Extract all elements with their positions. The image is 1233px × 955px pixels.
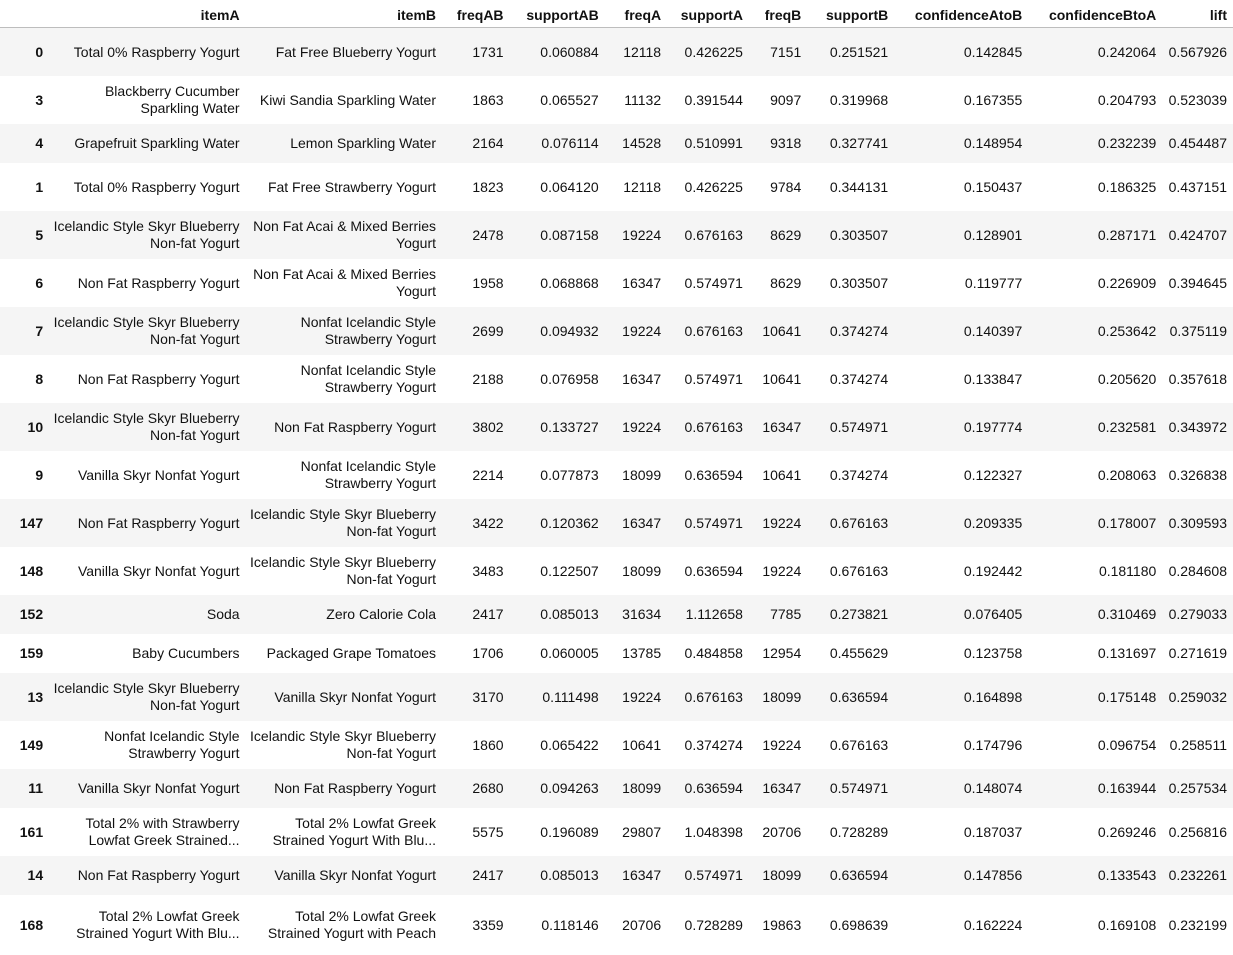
cell-supportAB: 0.094932	[510, 307, 605, 355]
cell-itemA: Total 0% Raspberry Yogurt	[49, 28, 245, 77]
cell-itemB: Non Fat Acai & Mixed Berries Yogurt	[246, 211, 442, 259]
cell-supportA: 0.391544	[667, 76, 749, 124]
cell-confidenceBtoA: 0.287171	[1028, 211, 1162, 259]
cell-confidenceBtoA: 0.169108	[1028, 895, 1162, 955]
header-confidenceAtoB: confidenceAtoB	[894, 0, 1028, 28]
header-itemB: itemB	[246, 0, 442, 28]
cell-supportB: 0.374274	[807, 355, 894, 403]
cell-itemB: Non Fat Raspberry Yogurt	[246, 769, 442, 808]
cell-supportAB: 0.065422	[510, 721, 605, 769]
header-index	[0, 0, 49, 28]
table-row	[0, 28, 1233, 77]
cell-itemB: Packaged Grape Tomatoes	[246, 634, 442, 673]
cell-freqA: 12118	[605, 28, 667, 77]
row-index: 8	[0, 355, 49, 403]
cell-supportB: 0.327741	[807, 124, 894, 163]
cell-freqA: 18099	[605, 451, 667, 499]
cell-confidenceAtoB: 0.119777	[894, 259, 1028, 307]
cell-freqA: 14528	[605, 124, 667, 163]
cell-supportAB: 0.133727	[510, 403, 605, 451]
cell-itemB: Non Fat Raspberry Yogurt	[246, 403, 442, 451]
cell-supportAB: 0.122507	[510, 547, 605, 595]
cell-freqAB: 2417	[442, 595, 510, 634]
cell-freqA: 19224	[605, 211, 667, 259]
cell-supportAB: 0.060005	[510, 634, 605, 673]
cell-freqA: 10641	[605, 721, 667, 769]
cell-confidenceBtoA: 0.253642	[1028, 307, 1162, 355]
cell-freqA: 13785	[605, 634, 667, 673]
table-row	[0, 163, 1233, 211]
cell-supportAB: 0.060884	[510, 28, 605, 77]
cell-confidenceBtoA: 0.133543	[1028, 856, 1162, 895]
cell-confidenceBtoA: 0.204793	[1028, 76, 1162, 124]
cell-supportA: 0.426225	[667, 163, 749, 211]
cell-freqAB: 1823	[442, 163, 510, 211]
cell-freqAB: 3802	[442, 403, 510, 451]
table-row	[0, 499, 1233, 547]
cell-confidenceBtoA: 0.178007	[1028, 499, 1162, 547]
cell-freqB: 7785	[749, 595, 807, 634]
cell-supportA: 0.676163	[667, 673, 749, 721]
table-header	[0, 0, 1233, 28]
row-index: 152	[0, 595, 49, 634]
cell-freqA: 16347	[605, 499, 667, 547]
row-index: 9	[0, 451, 49, 499]
cell-itemB: Vanilla Skyr Nonfat Yogurt	[246, 856, 442, 895]
cell-confidenceBtoA: 0.175148	[1028, 673, 1162, 721]
cell-supportB: 0.676163	[807, 721, 894, 769]
cell-confidenceAtoB: 0.148074	[894, 769, 1028, 808]
table-row	[0, 124, 1233, 163]
cell-supportAB: 0.077873	[510, 451, 605, 499]
cell-itemA: Soda	[49, 595, 245, 634]
cell-itemA: Total 2% with Strawberry Lowfat Greek Strained...	[49, 808, 245, 856]
cell-supportB: 0.374274	[807, 307, 894, 355]
table-body	[0, 28, 1233, 955]
cell-itemA: Blackberry Cucumber Sparkling Water	[49, 76, 245, 124]
cell-confidenceBtoA: 0.163944	[1028, 769, 1162, 808]
cell-lift: 0.256816	[1162, 808, 1233, 856]
header-itemA: itemA	[49, 0, 245, 28]
table-row	[0, 259, 1233, 307]
cell-freqB: 16347	[749, 403, 807, 451]
cell-freqB: 10641	[749, 451, 807, 499]
cell-lift: 0.271619	[1162, 634, 1233, 673]
cell-freqAB: 2417	[442, 856, 510, 895]
cell-freqAB: 2699	[442, 307, 510, 355]
cell-freqB: 9097	[749, 76, 807, 124]
cell-confidenceAtoB: 0.142845	[894, 28, 1028, 77]
cell-confidenceBtoA: 0.232581	[1028, 403, 1162, 451]
cell-supportA: 0.636594	[667, 451, 749, 499]
cell-lift: 0.357618	[1162, 355, 1233, 403]
cell-confidenceAtoB: 0.197774	[894, 403, 1028, 451]
cell-supportAB: 0.068868	[510, 259, 605, 307]
header-freqAB: freqAB	[442, 0, 510, 28]
cell-freqAB: 3170	[442, 673, 510, 721]
row-index: 1	[0, 163, 49, 211]
cell-supportA: 1.112658	[667, 595, 749, 634]
row-index: 6	[0, 259, 49, 307]
cell-freqAB: 3359	[442, 895, 510, 955]
cell-confidenceBtoA: 0.131697	[1028, 634, 1162, 673]
cell-lift: 0.523039	[1162, 76, 1233, 124]
table-row	[0, 595, 1233, 634]
cell-freqA: 18099	[605, 547, 667, 595]
cell-confidenceBtoA: 0.242064	[1028, 28, 1162, 77]
cell-confidenceAtoB: 0.164898	[894, 673, 1028, 721]
cell-lift: 0.567926	[1162, 28, 1233, 77]
cell-freqB: 12954	[749, 634, 807, 673]
cell-freqAB: 5575	[442, 808, 510, 856]
table-row	[0, 808, 1233, 856]
cell-supportA: 0.728289	[667, 895, 749, 955]
table-row	[0, 307, 1233, 355]
row-index: 10	[0, 403, 49, 451]
cell-confidenceBtoA: 0.310469	[1028, 595, 1162, 634]
cell-itemA: Total 0% Raspberry Yogurt	[49, 163, 245, 211]
cell-confidenceBtoA: 0.226909	[1028, 259, 1162, 307]
cell-itemB: Fat Free Blueberry Yogurt	[246, 28, 442, 77]
cell-supportB: 0.574971	[807, 769, 894, 808]
cell-freqB: 16347	[749, 769, 807, 808]
table-row	[0, 856, 1233, 895]
row-index: 4	[0, 124, 49, 163]
cell-itemB: Total 2% Lowfat Greek Strained Yogurt with Peach	[246, 895, 442, 955]
cell-confidenceAtoB: 0.076405	[894, 595, 1028, 634]
cell-freqA: 16347	[605, 355, 667, 403]
cell-lift: 0.343972	[1162, 403, 1233, 451]
cell-itemA: Icelandic Style Skyr Blueberry Non-fat Yogurt	[49, 211, 245, 259]
cell-supportB: 0.698639	[807, 895, 894, 955]
row-index: 13	[0, 673, 49, 721]
cell-supportA: 0.574971	[667, 856, 749, 895]
cell-itemA: Non Fat Raspberry Yogurt	[49, 499, 245, 547]
cell-itemA: Total 2% Lowfat Greek Strained Yogurt With Blu...	[49, 895, 245, 955]
row-index: 14	[0, 856, 49, 895]
cell-freqA: 20706	[605, 895, 667, 955]
header-freqB: freqB	[749, 0, 807, 28]
cell-supportA: 0.574971	[667, 355, 749, 403]
cell-freqA: 11132	[605, 76, 667, 124]
cell-supportA: 0.426225	[667, 28, 749, 77]
cell-itemB: Icelandic Style Skyr Blueberry Non-fat Yogurt	[246, 547, 442, 595]
cell-lift: 0.326838	[1162, 451, 1233, 499]
cell-supportA: 0.676163	[667, 307, 749, 355]
cell-confidenceAtoB: 0.148954	[894, 124, 1028, 163]
cell-supportB: 0.636594	[807, 856, 894, 895]
cell-supportB: 0.676163	[807, 547, 894, 595]
table-row	[0, 403, 1233, 451]
table-row	[0, 634, 1233, 673]
cell-lift: 0.375119	[1162, 307, 1233, 355]
cell-supportA: 0.574971	[667, 259, 749, 307]
table-row	[0, 769, 1233, 808]
cell-itemB: Nonfat Icelandic Style Strawberry Yogurt	[246, 451, 442, 499]
cell-supportB: 0.273821	[807, 595, 894, 634]
cell-confidenceAtoB: 0.133847	[894, 355, 1028, 403]
cell-itemA: Icelandic Style Skyr Blueberry Non-fat Yogurt	[49, 307, 245, 355]
cell-supportB: 0.319968	[807, 76, 894, 124]
cell-lift: 0.257534	[1162, 769, 1233, 808]
cell-itemB: Vanilla Skyr Nonfat Yogurt	[246, 673, 442, 721]
cell-freqB: 10641	[749, 355, 807, 403]
cell-freqAB: 1863	[442, 76, 510, 124]
cell-itemB: Total 2% Lowfat Greek Strained Yogurt With Blu...	[246, 808, 442, 856]
cell-supportAB: 0.085013	[510, 595, 605, 634]
cell-itemA: Icelandic Style Skyr Blueberry Non-fat Yogurt	[49, 403, 245, 451]
cell-freqB: 9318	[749, 124, 807, 163]
table-row	[0, 76, 1233, 124]
cell-freqA: 29807	[605, 808, 667, 856]
cell-freqA: 19224	[605, 673, 667, 721]
table-row	[0, 673, 1233, 721]
cell-lift: 0.454487	[1162, 124, 1233, 163]
cell-lift: 0.394645	[1162, 259, 1233, 307]
table-row	[0, 547, 1233, 595]
cell-supportA: 0.676163	[667, 403, 749, 451]
cell-supportAB: 0.085013	[510, 856, 605, 895]
cell-itemA: Non Fat Raspberry Yogurt	[49, 259, 245, 307]
table-row	[0, 451, 1233, 499]
cell-itemA: Icelandic Style Skyr Blueberry Non-fat Yogurt	[49, 673, 245, 721]
cell-itemB: Nonfat Icelandic Style Strawberry Yogurt	[246, 307, 442, 355]
cell-supportB: 0.636594	[807, 673, 894, 721]
cell-lift: 0.258511	[1162, 721, 1233, 769]
cell-freqB: 8629	[749, 259, 807, 307]
row-index: 159	[0, 634, 49, 673]
cell-freqAB: 2680	[442, 769, 510, 808]
cell-freqB: 20706	[749, 808, 807, 856]
cell-itemB: Icelandic Style Skyr Blueberry Non-fat Yogurt	[246, 721, 442, 769]
cell-supportA: 0.636594	[667, 547, 749, 595]
cell-lift: 0.284608	[1162, 547, 1233, 595]
header-supportB: supportB	[807, 0, 894, 28]
cell-supportB: 0.728289	[807, 808, 894, 856]
cell-supportAB: 0.065527	[510, 76, 605, 124]
cell-freqB: 8629	[749, 211, 807, 259]
cell-supportB: 0.251521	[807, 28, 894, 77]
cell-lift: 0.437151	[1162, 163, 1233, 211]
cell-confidenceAtoB: 0.192442	[894, 547, 1028, 595]
cell-freqAB: 2214	[442, 451, 510, 499]
cell-freqAB: 1958	[442, 259, 510, 307]
table-row	[0, 211, 1233, 259]
cell-freqAB: 1706	[442, 634, 510, 673]
row-index: 148	[0, 547, 49, 595]
row-index: 149	[0, 721, 49, 769]
cell-lift: 0.232199	[1162, 895, 1233, 955]
row-index: 11	[0, 769, 49, 808]
cell-supportA: 0.510991	[667, 124, 749, 163]
header-row	[0, 0, 1233, 28]
cell-freqB: 18099	[749, 673, 807, 721]
cell-confidenceBtoA: 0.208063	[1028, 451, 1162, 499]
cell-freqA: 12118	[605, 163, 667, 211]
cell-supportA: 0.676163	[667, 211, 749, 259]
cell-itemB: Nonfat Icelandic Style Strawberry Yogurt	[246, 355, 442, 403]
cell-confidenceAtoB: 0.167355	[894, 76, 1028, 124]
cell-freqAB: 2188	[442, 355, 510, 403]
header-confidenceBtoA: confidenceBtoA	[1028, 0, 1162, 28]
cell-supportA: 0.374274	[667, 721, 749, 769]
cell-freqB: 10641	[749, 307, 807, 355]
cell-supportAB: 0.087158	[510, 211, 605, 259]
cell-confidenceBtoA: 0.232239	[1028, 124, 1162, 163]
cell-lift: 0.259032	[1162, 673, 1233, 721]
cell-freqA: 18099	[605, 769, 667, 808]
cell-supportAB: 0.076958	[510, 355, 605, 403]
cell-confidenceAtoB: 0.140397	[894, 307, 1028, 355]
header-supportAB: supportAB	[510, 0, 605, 28]
cell-confidenceAtoB: 0.174796	[894, 721, 1028, 769]
cell-freqB: 19224	[749, 721, 807, 769]
header-supportA: supportA	[667, 0, 749, 28]
cell-itemA: Vanilla Skyr Nonfat Yogurt	[49, 547, 245, 595]
header-freqA: freqA	[605, 0, 667, 28]
cell-supportAB: 0.196089	[510, 808, 605, 856]
cell-confidenceAtoB: 0.128901	[894, 211, 1028, 259]
cell-supportA: 0.484858	[667, 634, 749, 673]
cell-supportAB: 0.120362	[510, 499, 605, 547]
cell-itemA: Nonfat Icelandic Style Strawberry Yogurt	[49, 721, 245, 769]
cell-freqA: 19224	[605, 403, 667, 451]
cell-freqB: 7151	[749, 28, 807, 77]
cell-lift: 0.424707	[1162, 211, 1233, 259]
cell-freqB: 9784	[749, 163, 807, 211]
cell-freqB: 18099	[749, 856, 807, 895]
cell-supportB: 0.303507	[807, 259, 894, 307]
cell-lift: 0.279033	[1162, 595, 1233, 634]
cell-supportB: 0.344131	[807, 163, 894, 211]
cell-supportA: 0.574971	[667, 499, 749, 547]
cell-freqAB: 3483	[442, 547, 510, 595]
cell-itemA: Non Fat Raspberry Yogurt	[49, 355, 245, 403]
cell-supportB: 0.676163	[807, 499, 894, 547]
cell-supportA: 1.048398	[667, 808, 749, 856]
cell-supportAB: 0.076114	[510, 124, 605, 163]
cell-supportB: 0.574971	[807, 403, 894, 451]
cell-itemB: Lemon Sparkling Water	[246, 124, 442, 163]
cell-itemA: Non Fat Raspberry Yogurt	[49, 856, 245, 895]
cell-confidenceAtoB: 0.187037	[894, 808, 1028, 856]
cell-itemB: Icelandic Style Skyr Blueberry Non-fat Yogurt	[246, 499, 442, 547]
row-index: 7	[0, 307, 49, 355]
cell-confidenceBtoA: 0.096754	[1028, 721, 1162, 769]
row-index: 0	[0, 28, 49, 77]
table-row	[0, 895, 1233, 955]
cell-supportAB: 0.111498	[510, 673, 605, 721]
cell-supportB: 0.303507	[807, 211, 894, 259]
cell-freqAB: 1860	[442, 721, 510, 769]
cell-confidenceBtoA: 0.205620	[1028, 355, 1162, 403]
cell-itemB: Non Fat Acai & Mixed Berries Yogurt	[246, 259, 442, 307]
cell-supportB: 0.455629	[807, 634, 894, 673]
cell-confidenceAtoB: 0.147856	[894, 856, 1028, 895]
row-index: 168	[0, 895, 49, 955]
cell-itemA: Vanilla Skyr Nonfat Yogurt	[49, 769, 245, 808]
cell-supportAB: 0.094263	[510, 769, 605, 808]
row-index: 3	[0, 76, 49, 124]
cell-confidenceAtoB: 0.209335	[894, 499, 1028, 547]
row-index: 5	[0, 211, 49, 259]
cell-confidenceBtoA: 0.181180	[1028, 547, 1162, 595]
cell-itemB: Zero Calorie Cola	[246, 595, 442, 634]
cell-supportB: 0.374274	[807, 451, 894, 499]
row-index: 161	[0, 808, 49, 856]
cell-supportA: 0.636594	[667, 769, 749, 808]
cell-confidenceBtoA: 0.186325	[1028, 163, 1162, 211]
row-index: 147	[0, 499, 49, 547]
cell-freqA: 19224	[605, 307, 667, 355]
table-row	[0, 355, 1233, 403]
cell-lift: 0.309593	[1162, 499, 1233, 547]
cell-itemA: Baby Cucumbers	[49, 634, 245, 673]
cell-freqAB: 1731	[442, 28, 510, 77]
cell-supportAB: 0.064120	[510, 163, 605, 211]
cell-freqB: 19224	[749, 547, 807, 595]
table-row	[0, 721, 1233, 769]
cell-confidenceAtoB: 0.123758	[894, 634, 1028, 673]
cell-confidenceAtoB: 0.122327	[894, 451, 1028, 499]
cell-freqAB: 2164	[442, 124, 510, 163]
cell-itemA: Grapefruit Sparkling Water	[49, 124, 245, 163]
cell-confidenceAtoB: 0.162224	[894, 895, 1028, 955]
cell-freqAB: 3422	[442, 499, 510, 547]
cell-itemB: Fat Free Strawberry Yogurt	[246, 163, 442, 211]
cell-lift: 0.232261	[1162, 856, 1233, 895]
cell-supportAB: 0.118146	[510, 895, 605, 955]
cell-freqB: 19224	[749, 499, 807, 547]
cell-freqB: 19863	[749, 895, 807, 955]
cell-confidenceBtoA: 0.269246	[1028, 808, 1162, 856]
cell-freqA: 31634	[605, 595, 667, 634]
cell-confidenceAtoB: 0.150437	[894, 163, 1028, 211]
header-lift: lift	[1162, 0, 1233, 28]
cell-itemB: Kiwi Sandia Sparkling Water	[246, 76, 442, 124]
cell-freqA: 16347	[605, 259, 667, 307]
cell-freqA: 16347	[605, 856, 667, 895]
cell-freqAB: 2478	[442, 211, 510, 259]
cell-itemA: Vanilla Skyr Nonfat Yogurt	[49, 451, 245, 499]
